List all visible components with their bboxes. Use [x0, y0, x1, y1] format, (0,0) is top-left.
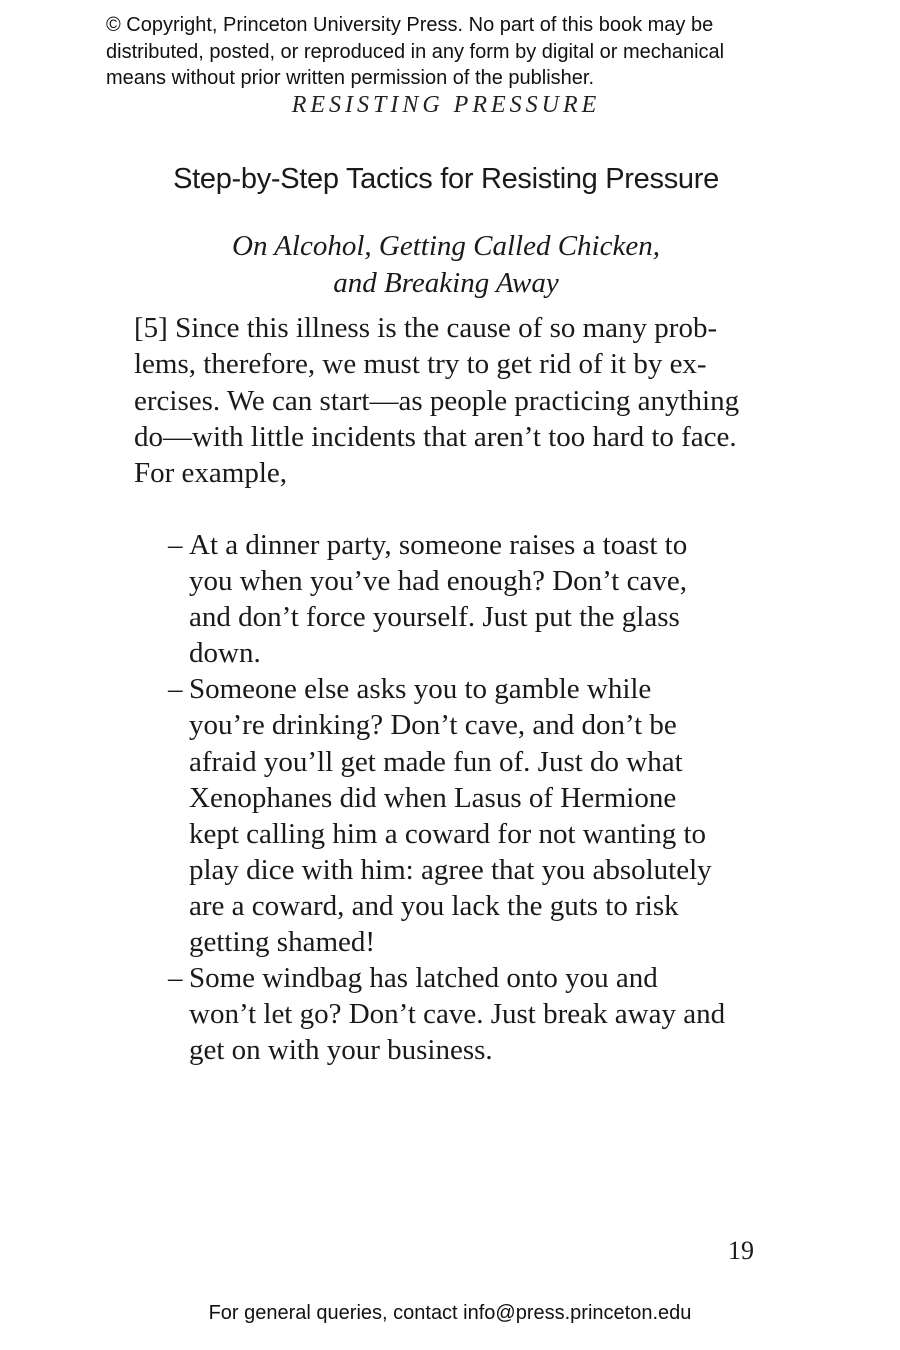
page-number: 19: [728, 1236, 754, 1265]
list-item: [168, 960, 768, 1068]
list-item-line: At a dinner party, someone raises a toast to: [189, 529, 688, 561]
list-dash: –: [168, 962, 183, 995]
list-item-line: and don’t force yourself. Just put the glass: [189, 601, 680, 634]
paragraph-line: do—with little incidents that aren’t too hard to face.: [134, 420, 737, 453]
paragraph-line: ercises. We can start—as people practicing anything: [134, 384, 740, 417]
running-head: RESISTING PRESSURE: [291, 92, 601, 118]
subtitle: [0, 228, 892, 302]
list-dash: –: [168, 529, 183, 561]
list-item-line: getting shamed!: [189, 926, 376, 959]
list-item: [168, 671, 768, 960]
list-item-line: you’re drinking? Don’t cave, and don’t be: [189, 709, 677, 742]
subtitle-line: and Breaking Away: [333, 267, 559, 299]
list-item-line: won’t let go? Don’t cave. Just break away and: [189, 998, 726, 1031]
paragraph-line: [5] Since this illness is the cause of so many prob-: [134, 312, 718, 344]
footer-contact: For general queries, contact info@press.princeton.edu: [208, 1302, 692, 1324]
list-item: [168, 527, 768, 671]
list-item-line: kept calling him a coward for not wanting to: [189, 817, 707, 850]
list-item-line: you when you’ve had enough? Don’t cave,: [189, 565, 687, 598]
list-item-line: play dice with him: agree that you absolutely: [189, 853, 712, 886]
list-dash: –: [168, 673, 183, 706]
section-title: Step-by-Step Tactics for Resisting Pressure: [173, 163, 719, 195]
list-item-line: down.: [189, 637, 261, 670]
copyright-notice: [106, 12, 826, 92]
copyright-line: distributed, posted, or reproduced in any form by digital or mechanical: [106, 40, 725, 63]
list-item-line: Xenophanes did when Lasus of Hermione: [189, 781, 677, 814]
list-item-line: are a coward, and you lack the guts to risk: [189, 889, 679, 922]
body-paragraph: [134, 310, 774, 491]
copyright-line: © Copyright, Princeton University Press. No part of this book may be: [106, 14, 714, 36]
paragraph-line: lems, therefore, we must try to get rid of it by ex-: [134, 348, 707, 381]
list-item-line: Some windbag has latched onto you and: [189, 962, 658, 995]
example-list: [168, 527, 768, 1068]
copyright-line: means without prior written permission of the publisher.: [106, 67, 595, 89]
list-item-line: Someone else asks you to gamble while: [189, 673, 652, 706]
subtitle-line: On Alcohol, Getting Called Chicken,: [232, 230, 660, 262]
list-item-line: afraid you’ll get made fun of. Just do what: [189, 745, 683, 778]
paragraph-line: For example,: [134, 457, 288, 490]
list-item-line: get on with your business.: [189, 1034, 493, 1067]
